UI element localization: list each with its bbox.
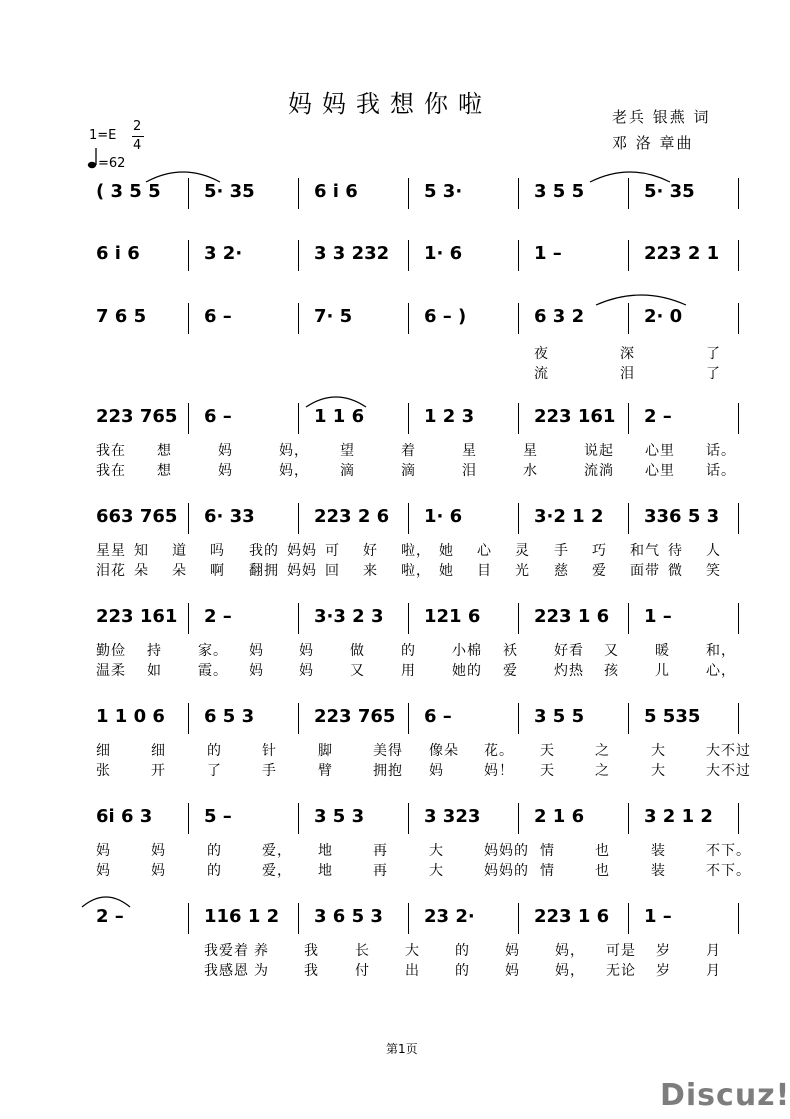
- lyric-word: 我在: [96, 463, 126, 479]
- lyric-word: 话。: [706, 463, 736, 479]
- lyric-word: 暖: [655, 643, 670, 659]
- lyric-word: 话。: [706, 443, 736, 459]
- lyric-word: 细: [96, 743, 111, 759]
- measure-notes: 1 2 3: [424, 406, 475, 427]
- measure-notes: 7· 5: [314, 306, 353, 327]
- lyric-word: 我的: [249, 543, 279, 559]
- lyric-word: 妈妈: [287, 543, 317, 559]
- lyric-word: 长: [355, 943, 370, 959]
- lyric-word: 和，: [706, 643, 736, 659]
- lyric-word: 拥抱: [373, 763, 403, 779]
- lyric-word: 妈: [299, 663, 314, 679]
- lyric-word: 的: [455, 963, 470, 979]
- measure-notes: 223 765: [314, 706, 396, 727]
- lyric-word: 望: [340, 443, 355, 459]
- lyric-word: 啊: [210, 563, 225, 579]
- measure-notes: 6i 6 3: [96, 806, 153, 827]
- lyric-word: 妈: [218, 443, 233, 459]
- slur-arc: [590, 172, 670, 182]
- lyric-word: 勤俭: [96, 643, 126, 659]
- measure-notes: 1· 6: [424, 243, 463, 264]
- lyric-word: 臂: [318, 763, 333, 779]
- measure-notes: 223 765: [96, 406, 178, 427]
- lyric-word: 可是: [606, 943, 636, 959]
- lyric-word: 流: [534, 366, 549, 382]
- time-signature-numerator: 2: [133, 119, 142, 134]
- lyric-word: 大: [651, 743, 666, 759]
- lyric-word: 妈，: [279, 463, 309, 479]
- measure-notes: 2 –: [644, 406, 672, 427]
- lyric-word: 之: [595, 763, 610, 779]
- lyric-word: 和气: [630, 543, 660, 559]
- lyric-word: 星: [523, 443, 538, 459]
- lyric-word: 小棉: [452, 643, 482, 659]
- lyric-word: 脚: [318, 743, 333, 759]
- measure-notes: 663 765: [96, 506, 178, 527]
- lyric-word: 爱，: [262, 863, 292, 879]
- measure-notes: 3 3 232: [314, 243, 390, 264]
- lyric-word: 再: [373, 843, 388, 859]
- lyric-word: 妈，: [279, 443, 309, 459]
- measure-notes: 3·3 2 3: [314, 606, 384, 627]
- lyric-word: 手: [554, 543, 569, 559]
- lyric-word: 道: [172, 543, 187, 559]
- lyric-word: 心，: [706, 663, 736, 679]
- lyric-word: 妈: [505, 943, 520, 959]
- lyric-word: 出: [405, 963, 420, 979]
- measure-notes: 223 1 6: [534, 906, 610, 927]
- lyric-word: 深: [620, 346, 635, 362]
- lyric-word: 我: [304, 963, 319, 979]
- lyric-word: 情: [540, 843, 555, 859]
- lyric-word: 孩: [604, 663, 619, 679]
- measure-notes: 5 535: [644, 706, 701, 727]
- lyric-word: 心: [477, 543, 492, 559]
- lyric-word: 细: [151, 743, 166, 759]
- measure-notes: 1· 6: [424, 506, 463, 527]
- lyric-word: 地: [318, 843, 333, 859]
- lyric-word: 流淌: [584, 463, 614, 479]
- lyric-word: 我在: [96, 443, 126, 459]
- lyric-word: 妈: [249, 663, 264, 679]
- measure-notes: ( 3 5 5: [96, 181, 161, 202]
- lyric-word: 装: [651, 843, 666, 859]
- page-number: 第1页: [386, 1042, 418, 1056]
- lyric-word: 了: [207, 763, 222, 779]
- measure-notes: 6 3 2: [534, 306, 585, 327]
- lyric-word: 妈: [505, 963, 520, 979]
- lyric-word: 妈妈的: [484, 863, 529, 879]
- lyric-word: 的: [401, 643, 416, 659]
- measure-notes: 5· 35: [204, 181, 255, 202]
- lyric-word: 泪花: [96, 563, 126, 579]
- slur-arc: [82, 897, 130, 907]
- lyric-word: 水: [523, 463, 538, 479]
- lyric-word: 妈: [151, 863, 166, 879]
- lyric-word: 儿: [655, 663, 670, 679]
- lyric-word: 人: [706, 543, 721, 559]
- lyricist-credit: 老兵 银燕 词: [612, 108, 711, 126]
- lyric-word: 妈: [429, 763, 444, 779]
- lyric-word: 想: [157, 463, 172, 479]
- lyric-word: 妈: [218, 463, 233, 479]
- song-title: 妈妈我想你啦: [288, 90, 492, 118]
- lyric-word: 养: [254, 943, 269, 959]
- lyric-word: 的: [207, 743, 222, 759]
- lyric-word: 朵: [134, 563, 149, 579]
- lyric-word: 来: [363, 563, 378, 579]
- lyric-word: 啦，: [401, 543, 431, 559]
- measure-notes: 2 –: [204, 606, 232, 627]
- measure-notes: 6 –: [204, 306, 232, 327]
- measure-notes: 2· 0: [644, 306, 683, 327]
- measure-notes: 2 –: [96, 906, 124, 927]
- lyric-word: 大: [651, 763, 666, 779]
- lyric-word: 不下。: [706, 843, 751, 859]
- lyric-word: 目: [477, 563, 492, 579]
- lyric-word: 也: [595, 863, 610, 879]
- lyric-word: 妈: [299, 643, 314, 659]
- measure-notes: 7 6 5: [96, 306, 147, 327]
- lyric-word: 霞。: [198, 663, 228, 679]
- lyric-word: 想: [157, 443, 172, 459]
- measure-notes: 3 2 1 2: [644, 806, 713, 827]
- lyric-word: 月: [706, 943, 721, 959]
- lyric-word: 微: [668, 563, 683, 579]
- measure-notes: 6 i 6: [96, 243, 140, 264]
- lyric-word: 她: [439, 563, 454, 579]
- lyric-word: 着: [401, 443, 416, 459]
- lyric-word: 做: [350, 643, 365, 659]
- measure-notes: 3·2 1 2: [534, 506, 604, 527]
- lyric-word: 翻拥: [249, 563, 279, 579]
- lyric-word: 面带: [630, 563, 660, 579]
- measure-notes: 6· 33: [204, 506, 255, 527]
- slur-arc: [146, 172, 220, 182]
- lyric-word: 也: [595, 843, 610, 859]
- measure-notes: 23 2·: [424, 906, 475, 927]
- lyric-word: 再: [373, 863, 388, 879]
- lyric-word: 心里: [645, 443, 675, 459]
- lyric-word: 的: [207, 863, 222, 879]
- lyric-word: 我感恩: [204, 963, 249, 979]
- measure-notes: 6 –: [424, 706, 452, 727]
- composer-credit: 邓 洛 章曲: [612, 134, 694, 152]
- lyric-word: 滴: [340, 463, 355, 479]
- lyric-word: 妈: [151, 843, 166, 859]
- measure-notes: 116 1 2: [204, 906, 280, 927]
- key-signature: 1=E: [89, 128, 117, 143]
- lyric-word: 情: [540, 863, 555, 879]
- lyric-word: 星: [462, 443, 477, 459]
- lyric-word: 妈: [96, 863, 111, 879]
- measure-notes: 3 2·: [204, 243, 243, 264]
- measure-notes: 3 6 5 3: [314, 906, 383, 927]
- lyric-word: 大不过: [706, 743, 751, 759]
- lyric-word: 星星: [96, 543, 126, 559]
- lyric-word: 像朵: [429, 743, 459, 759]
- measure-notes: 223 161: [534, 406, 616, 427]
- measure-notes: 223 1 6: [534, 606, 610, 627]
- lyric-word: 心里: [645, 463, 675, 479]
- lyric-word: 妈，: [555, 963, 585, 979]
- lyric-word: 光: [515, 563, 530, 579]
- slur-arc: [306, 397, 366, 407]
- lyric-word: 大: [405, 943, 420, 959]
- lyric-word: 天: [540, 763, 555, 779]
- lyric-word: 知: [134, 543, 149, 559]
- lyric-word: 灵: [515, 543, 530, 559]
- lyric-word: 装: [651, 863, 666, 879]
- lyric-word: 为: [254, 963, 269, 979]
- discuz-logo: Discuz!: [660, 1078, 790, 1113]
- lyric-word: 的: [207, 843, 222, 859]
- lyric-word: 啦，: [401, 563, 431, 579]
- lyric-word: 笑: [706, 563, 721, 579]
- lyric-word: 付: [355, 963, 370, 979]
- lyric-word: 妈妈: [287, 563, 317, 579]
- lyric-word: 如: [147, 663, 162, 679]
- measure-notes: 1 1 0 6: [96, 706, 165, 727]
- slur-arc: [596, 295, 686, 305]
- lyric-word: 妈: [249, 643, 264, 659]
- lyric-word: 美得: [373, 743, 403, 759]
- lyric-word: 妈，: [555, 943, 585, 959]
- lyric-word: 妈！: [484, 763, 514, 779]
- measure-notes: 1 –: [644, 906, 672, 927]
- lyric-word: 巧: [592, 543, 607, 559]
- lyric-word: 用: [401, 663, 416, 679]
- lyric-word: 泪: [462, 463, 477, 479]
- lyric-word: 了: [706, 366, 721, 382]
- lyric-word: 又: [604, 643, 619, 659]
- lyric-word: 滴: [401, 463, 416, 479]
- lyric-word: 了: [706, 346, 721, 362]
- lyric-word: 大: [429, 863, 444, 879]
- lyric-word: 又: [350, 663, 365, 679]
- measure-notes: 6 – ): [424, 306, 467, 327]
- lyric-word: 爱，: [262, 843, 292, 859]
- measure-notes: 121 6: [424, 606, 481, 627]
- time-signature-denominator: 4: [133, 138, 142, 153]
- measure-notes: 3 5 3: [314, 806, 365, 827]
- lyric-word: 她: [439, 543, 454, 559]
- lyric-word: 爱: [592, 563, 607, 579]
- lyric-word: 月: [706, 963, 721, 979]
- lyric-word: 大: [429, 843, 444, 859]
- measure-notes: 6 5 3: [204, 706, 255, 727]
- lyric-word: 持: [147, 643, 162, 659]
- lyric-word: 花。: [484, 743, 514, 759]
- lyric-word: 回: [325, 563, 340, 579]
- lyric-word: 的: [455, 943, 470, 959]
- lyric-word: 吗: [210, 543, 225, 559]
- measure-notes: 6 –: [204, 406, 232, 427]
- lyric-word: 待: [668, 543, 683, 559]
- lyric-word: 可: [325, 543, 340, 559]
- lyric-word: 我爱着: [204, 943, 249, 959]
- lyric-word: 之: [595, 743, 610, 759]
- lyric-word: 袄: [503, 643, 518, 659]
- tempo-marking: =62: [98, 156, 126, 171]
- measure-notes: 223 2 1: [644, 243, 720, 264]
- lyric-word: 开: [151, 763, 166, 779]
- measure-notes: 5· 35: [644, 181, 695, 202]
- lyric-word: 她的: [452, 663, 482, 679]
- lyric-word: 地: [318, 863, 333, 879]
- measure-notes: 3 5 5: [534, 181, 585, 202]
- lyric-word: 妈: [96, 843, 111, 859]
- lyric-word: 岁: [656, 963, 671, 979]
- lyric-word: 天: [540, 743, 555, 759]
- measure-notes: 223 2 6: [314, 506, 390, 527]
- lyric-word: 泪: [620, 366, 635, 382]
- lyric-word: 说起: [584, 443, 614, 459]
- lyric-word: 家。: [198, 643, 228, 659]
- measure-notes: 1 –: [534, 243, 562, 264]
- lyric-word: 好看: [554, 643, 584, 659]
- measure-notes: 2 1 6: [534, 806, 585, 827]
- measure-notes: 3 323: [424, 806, 481, 827]
- measure-notes: 1 –: [644, 606, 672, 627]
- measure-notes: 6 i 6: [314, 181, 358, 202]
- lyric-word: 针: [262, 743, 277, 759]
- lyric-word: 不下。: [706, 863, 751, 879]
- lyric-word: 张: [96, 763, 111, 779]
- measure-notes: 5 3·: [424, 181, 463, 202]
- measure-notes: 1 1 6: [314, 406, 365, 427]
- lyric-word: 灼热: [554, 663, 584, 679]
- lyric-word: 慈: [554, 563, 569, 579]
- lyric-word: 爱: [503, 663, 518, 679]
- lyric-word: 温柔: [96, 663, 126, 679]
- measure-notes: 3 5 5: [534, 706, 585, 727]
- lyric-word: 手: [262, 763, 277, 779]
- lyric-word: 岁: [656, 943, 671, 959]
- measure-notes: 336 5 3: [644, 506, 720, 527]
- lyric-word: 大不过: [706, 763, 751, 779]
- measure-notes: 223 161: [96, 606, 178, 627]
- lyric-word: 好: [363, 543, 378, 559]
- measure-notes: 5 –: [204, 806, 232, 827]
- lyric-word: 朵: [172, 563, 187, 579]
- lyric-word: 妈妈的: [484, 843, 529, 859]
- lyric-word: 无论: [606, 963, 636, 979]
- lyric-word: 夜: [534, 346, 549, 362]
- lyric-word: 我: [304, 943, 319, 959]
